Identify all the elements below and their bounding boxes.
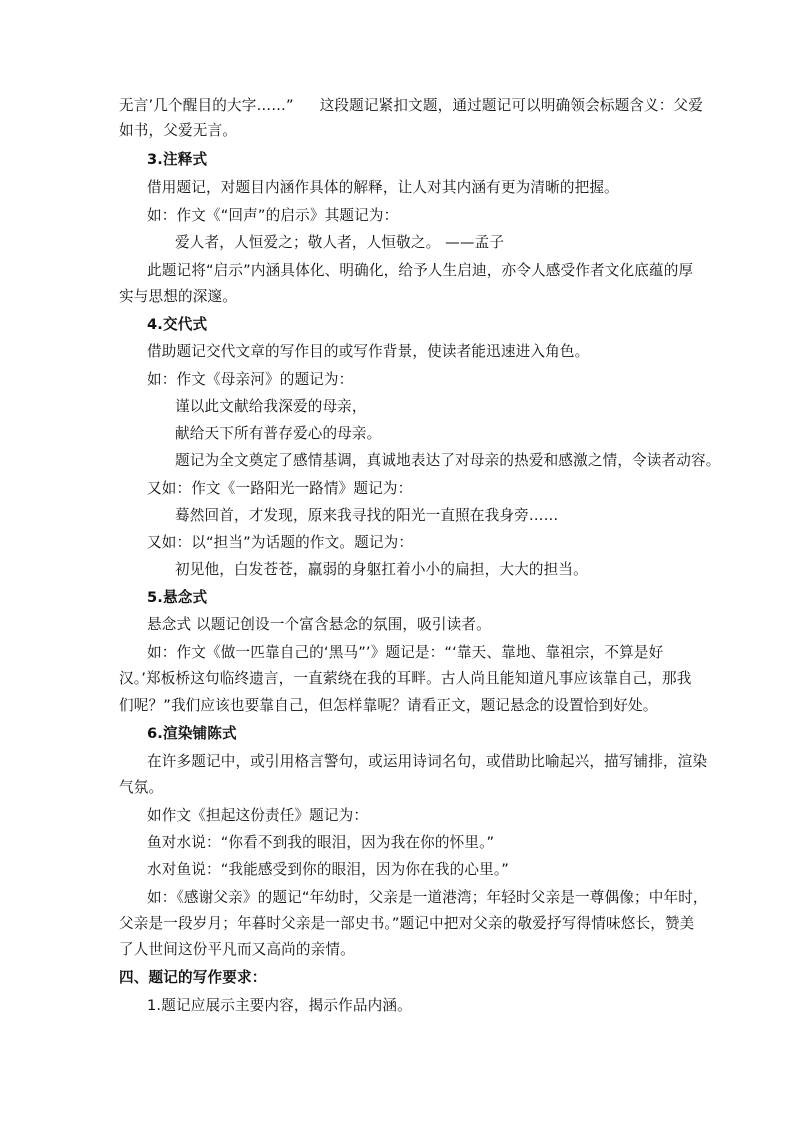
quote-line: 蓦然回首，才发现，原来我寻找的阳光一直照在我身旁……	[175, 507, 559, 524]
paragraph-line: 实与思想的深邃。	[119, 288, 237, 305]
quote-line: 初见他，白发苍苍，羸弱的身躯扛着小小的扁担，大大的担当。	[175, 561, 588, 578]
quote-line: 谨以此文献给我深爱的母亲，	[175, 398, 367, 415]
paragraph-line: 如：《感谢父亲》的题记“年幼时，父亲是一道港湾；年轻时父亲是一尊偶像；中年时，	[147, 889, 708, 906]
paragraph-line: 气氛。	[119, 779, 164, 796]
paragraph-line: 悬念式 以题记创设一个富含悬念的氛围，吸引读者。	[147, 616, 491, 633]
section-heading: 6.渲染铺陈式	[147, 725, 237, 742]
paragraph-line: 了人世间这份平凡而又高尚的亲情。	[119, 941, 355, 958]
paragraph-line: 借助题记交代文章的写作目的或写作背景，使读者能迅速进入角色。	[147, 343, 590, 360]
paragraph-line: 此题记将“启示”内涵具体化、明确化，给予人生启迪，亦令人感受作者文化底蕴的厚	[147, 262, 694, 279]
paragraph-line: 汉。’郑板桥这句临终遗言，一直萦绕在我的耳畔。古人尚且能知道凡事应该靠自己，那我	[119, 670, 692, 687]
text-span: 这段题记紧扣文题，通过题记可以明确领会标题含义：父爱	[319, 97, 704, 114]
section-heading: 四、题记的写作要求：	[119, 969, 267, 986]
paragraph-line	[119, 96, 704, 116]
section-heading: 4.交代式	[147, 316, 208, 333]
paragraph-line: 如：作文《“回声”的启示》其题记为：	[147, 207, 399, 224]
quote-line: 水对鱼说：“我能感受到你的眼泪，因为你在我的心里。”	[147, 861, 509, 878]
paragraph-line: 又如：作文《一路阳光一路情》题记为：	[147, 480, 413, 497]
section-heading: 3.注释式	[147, 151, 208, 168]
paragraph-line: 又如：以“担当”为话题的作文。题记为：	[147, 534, 414, 551]
paragraph-line: 父亲是一段岁月；年暮时父亲是一部史书。”题记中把对父亲的敬爱抒写得情味悠长，赞美	[119, 915, 695, 932]
quote-line: 爱人者，人恒爱之；敬人者，人恒敬之。 ——孟子	[175, 234, 505, 251]
paragraph-line: 借用题记，对题目内涵作具体的解释，让人对其内涵有更为清晰的把握。	[147, 179, 619, 196]
paragraph-line: 在许多题记中，或引用格言警句，或运用诗词名句，或借助比喻起兴，描写铺排，渲染	[147, 753, 708, 770]
paragraph-line: 题记为全文奠定了感情基调，真诚地表达了对母亲的热爱和感激之情，令读者动容。	[175, 452, 721, 469]
paragraph-line: 如：作文《母亲河》的题记为：	[147, 371, 354, 388]
paragraph-line: 1.题记应展示主要内容，揭示作品内涵。	[147, 997, 412, 1014]
text-span: 无言’几个醒目的大字……”	[119, 97, 294, 114]
quote-line: 献给天下所有普存爱心的母亲。	[175, 425, 382, 442]
section-heading: 5.悬念式	[147, 589, 208, 606]
paragraph-line: 如：作文《做一匹靠自己的‘黑马”’》题记是：“‘靠天、靠地、靠祖宗，不算是好	[147, 644, 664, 661]
paragraph-line: 们呢？”我们应该也要靠自己，但怎样靠呢？请看正文，题记悬念的设置恰到好处。	[119, 697, 658, 714]
quote-line: 鱼对水说：“你看不到我的眼泪，因为我在你的怀里。”	[147, 834, 495, 851]
paragraph-line: 如作文《担起这份责任》题记为：	[147, 807, 369, 824]
paragraph-line: 如书，父爱无言。	[119, 122, 237, 139]
